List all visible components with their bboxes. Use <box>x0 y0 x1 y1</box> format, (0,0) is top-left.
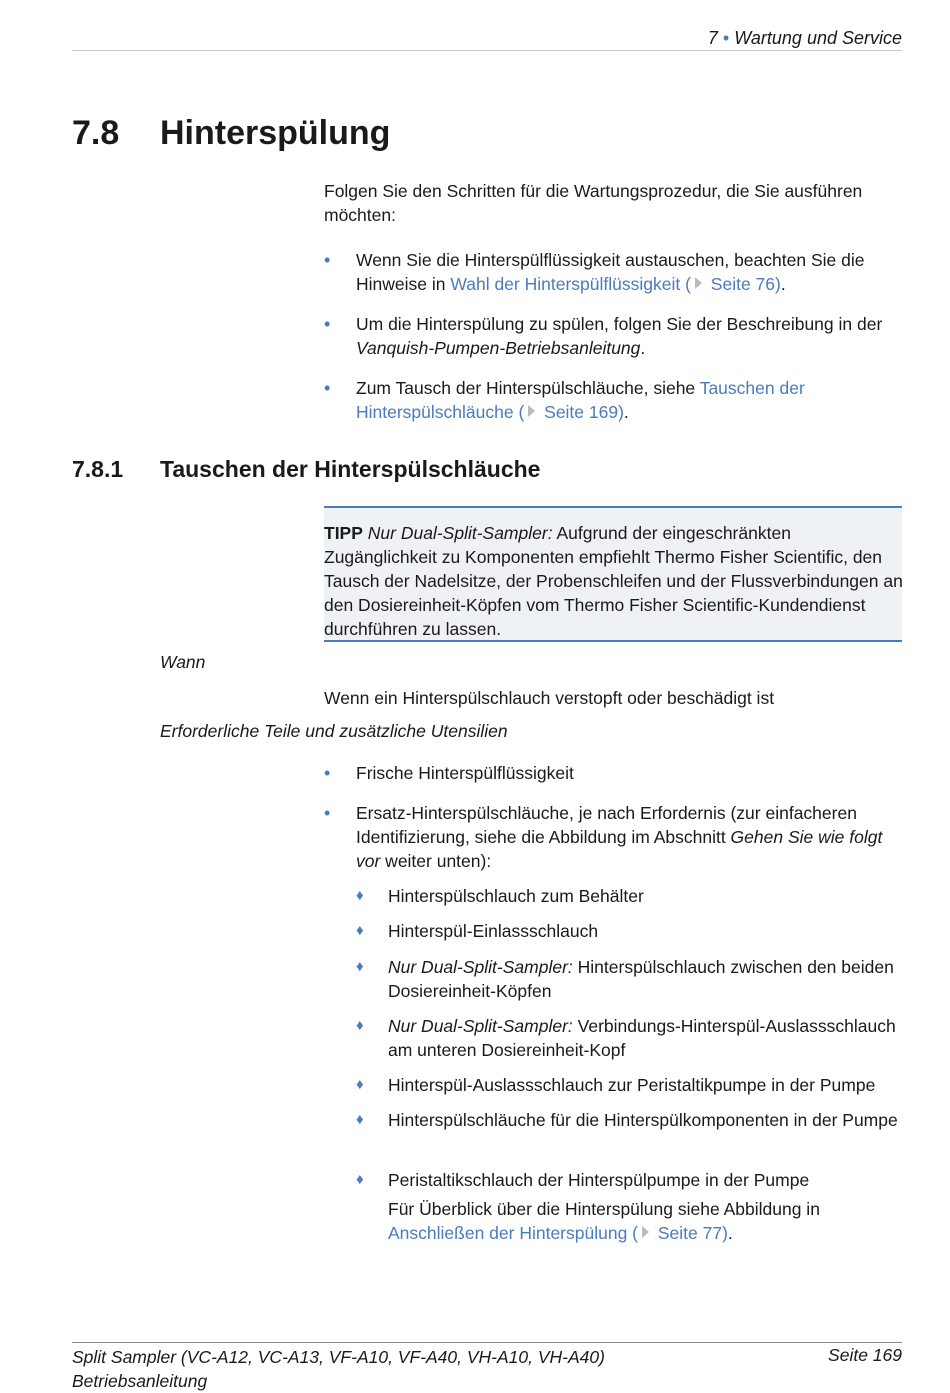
punctuation: . <box>727 1223 733 1243</box>
list-item <box>324 376 904 424</box>
header-divider <box>72 50 902 51</box>
link-page: Seite 77) <box>653 1223 728 1243</box>
link-text: Anschließen der Hinterspülung ( <box>388 1223 638 1243</box>
footer-doc-type: Betriebsanleitung <box>72 1371 208 1391</box>
link-page: Seite 76) <box>705 274 781 294</box>
sub-list-item <box>356 1168 904 1192</box>
link-anschliessen-hinterspuelung[interactable] <box>388 1223 728 1243</box>
tip-text: Aufgrund der eingeschränkten Zugänglichkeit zu Komponenten empfiehlt Thermo Fisher Scientific, den Tausch der Nadelsitze, der Probenschleifen und der Flussverbindungen an den Dosiereinheit-Köpfen vom Thermo Fisher Scientific-Kundendienst durchführen zu lassen. <box>324 523 903 639</box>
overview-text: Für Überblick über die Hinterspülung siehe Abbildung in <box>388 1199 820 1219</box>
diamond-icon: ♦ <box>356 887 364 904</box>
sub-list-item <box>356 1073 904 1097</box>
footer-page-number: Seite 169 <box>828 1345 902 1365</box>
bullet-icon: • <box>324 250 331 270</box>
list-item <box>324 801 904 873</box>
diamond-icon: ♦ <box>356 1171 364 1188</box>
overview-note <box>356 1197 904 1245</box>
header-chapter-number: 7 <box>707 28 718 48</box>
sub-list-item <box>356 1108 904 1132</box>
section-number: 7.8 <box>72 114 120 152</box>
sub-item-text: Hinterspülschläuche für die Hinterspülkomponenten in der Pumpe <box>388 1110 898 1130</box>
sub-list-item <box>356 955 904 1003</box>
section-intro: Folgen Sie den Schritten für die Wartungsprozedur, die Sie ausführen möchten: <box>324 181 863 225</box>
header-bullet-icon: • <box>722 28 730 48</box>
bullet-icon: • <box>324 803 331 823</box>
sub-list-item <box>356 1014 904 1062</box>
tip-scope: Nur Dual-Split-Sampler: <box>367 523 553 543</box>
punctuation: . <box>623 402 629 422</box>
sub-item-scope: Nur Dual-Split-Sampler: <box>388 957 573 977</box>
bullet-icon: • <box>324 378 331 398</box>
footer-product: Split Sampler (VC-A12, VC-A13, VF-A10, VF-A40, VH-A10, VH-A40) <box>72 1347 605 1367</box>
diamond-icon: ♦ <box>356 1076 364 1093</box>
footer-doc-info <box>72 1345 605 1393</box>
section-title: Hinterspülung <box>160 114 391 152</box>
sub-item-text: Hinterspül-Einlassschlauch <box>388 921 599 941</box>
link-text: Wahl der Hinterspülflüssigkeit ( <box>450 274 691 294</box>
footer-divider <box>72 1342 902 1343</box>
bullet-icon: • <box>324 763 331 783</box>
list-item-text: Frische Hinterspülflüssigkeit <box>356 763 574 783</box>
link-page: Seite 169) <box>539 402 624 422</box>
diamond-icon: ♦ <box>356 958 364 975</box>
arrow-right-icon <box>642 1226 649 1238</box>
subsection-title: Tauschen der Hinterspülschläuche <box>160 456 541 482</box>
tip-content <box>324 521 904 641</box>
subsection-number: 7.8.1 <box>72 456 124 482</box>
diamond-icon: ♦ <box>356 1111 364 1128</box>
sub-item-scope: Nur Dual-Split-Sampler: <box>388 1016 573 1036</box>
list-item-text: Zum Tausch der Hinterspülschläuche, siehe <box>356 378 700 398</box>
sub-list-item <box>356 884 904 908</box>
sub-item-text: Verbindungs-Hinterspül-Auslassschlauch am unteren Dosiereinheit-Kopf <box>388 1016 896 1060</box>
diamond-icon: ♦ <box>356 1017 364 1034</box>
list-item-text-end: weiter unten): <box>380 851 492 871</box>
list-item <box>324 248 904 296</box>
sub-item-text: Hinterspülschlauch zum Behälter <box>388 886 644 906</box>
list-item <box>324 761 904 785</box>
tip-box <box>324 506 902 642</box>
when-text: Wenn ein Hinterspülschlauch verstopft oder beschädigt ist <box>324 688 775 708</box>
sub-item-text: Peristaltikschlauch der Hinterspülpumpe in der Pumpe <box>388 1170 810 1190</box>
punctuation: . <box>640 338 646 358</box>
list-item-text: Um die Hinterspülung zu spülen, folgen Sie der Beschreibung in der <box>356 314 883 334</box>
sub-item-text: Hinterspülschlauch zwischen den beiden Dosiereinheit-Köpfen <box>388 957 894 1001</box>
when-label: Wann <box>160 652 206 672</box>
manual-title: Vanquish-Pumpen-Betriebsanleitung <box>356 338 641 358</box>
diamond-icon: ♦ <box>356 922 364 939</box>
section-reference: Gehen Sie wie folgt vor <box>356 827 883 871</box>
page-header <box>708 28 902 49</box>
parts-label: Erforderliche Teile und zusätzliche Utensilien <box>160 721 508 741</box>
bullet-icon: • <box>324 314 331 334</box>
link-wahl-hinterspuelfluessigkeit[interactable] <box>450 274 780 294</box>
list-item-text: Wenn Sie die Hinterspülflüssigkeit austauschen, beachten Sie die Hinweise in <box>356 250 865 294</box>
list-item-text: Ersatz-Hinterspülschläuche, je nach Erfordernis (zur einfacheren Identifizierung, siehe die Abbildung im Abschnitt <box>356 803 857 847</box>
arrow-right-icon <box>528 405 535 417</box>
sub-list-item <box>356 919 904 943</box>
sub-item-text: Hinterspül-Auslassschlauch zur Peristaltikpumpe in der Pumpe <box>388 1075 876 1095</box>
link-text: Tauschen der Hinterspülschläuche ( <box>356 378 805 422</box>
list-item <box>324 312 904 360</box>
tip-label: TIPP <box>324 523 363 543</box>
punctuation: . <box>780 274 786 294</box>
arrow-right-icon <box>695 277 702 289</box>
header-chapter-title: Wartung und Service <box>734 28 902 48</box>
